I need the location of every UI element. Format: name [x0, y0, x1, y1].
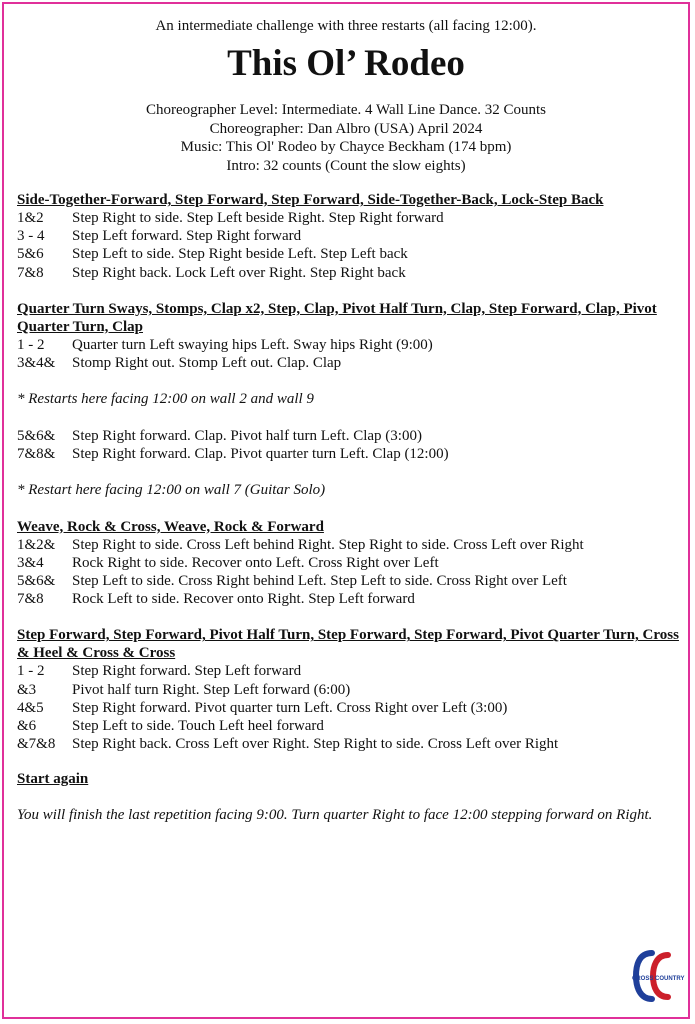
step-text: Step Right forward. Pivot quarter turn Left. Cross Right over Left (3:00) [72, 699, 508, 716]
intro-line: An intermediate challenge with three restarts (all facing 12:00). [155, 18, 537, 34]
section-4 [17, 626, 681, 753]
step-count: 5&6& [17, 573, 56, 590]
step-row [17, 264, 681, 282]
step-text: Step Left to side. Touch Left heel forward [72, 718, 324, 735]
step-row [17, 717, 681, 735]
step-count: 3&4 [17, 554, 44, 571]
section-title: Side-Together-Forward, Step Forward, Step Forward, Side-Together-Back, Lock-Step Back [17, 192, 604, 208]
meta-music: Music: This Ol' Rodeo by Chayce Beckham (174 bpm) [180, 139, 512, 155]
svg-text:CROSS COUNTRY: CROSS COUNTRY [632, 976, 685, 982]
cross-country-logo [630, 947, 685, 1005]
step-row [17, 681, 681, 699]
step-row [17, 590, 681, 608]
step-count: 1 - 2 [17, 336, 45, 353]
step-text: Rock Left to side. Recover onto Right. Step Left forward [72, 591, 415, 608]
step-row [17, 245, 681, 263]
step-row [17, 227, 681, 245]
step-row [17, 445, 681, 463]
section-3 [17, 518, 681, 609]
step-row [17, 572, 681, 590]
meta-choreographer: Choreographer: Dan Albro (USA) April 2024 [209, 120, 483, 137]
step-row [17, 336, 681, 354]
step-row [17, 735, 681, 753]
step-text: Step Right to side. Step Left beside Right. Step Right forward [72, 210, 444, 226]
finish-note: You will finish the last repetition facing 9:00. Turn quarter Right to face 12:00 stepping forward on Right. [17, 807, 653, 824]
step-row [17, 354, 681, 372]
section-title: Step Forward, Step Forward, Pivot Half Turn, Step Forward, Step Forward, Pivot Quarter Turn, Cross & Heel & Cross & Cross [17, 627, 679, 662]
step-text: Step Right forward. Clap. Pivot half turn Left. Clap (3:00) [72, 427, 422, 444]
step-count: 5&6 [17, 246, 44, 263]
step-text: Step Left to side. Cross Right behind Left. Step Left to side. Cross Right over Left [72, 573, 567, 590]
step-count: 7&8& [17, 445, 56, 462]
step-row [17, 699, 681, 717]
step-text: Step Left forward. Step Right forward [72, 228, 302, 245]
step-count: 1&2& [17, 536, 56, 553]
step-row [17, 536, 681, 554]
restart-note: * Restart here facing 12:00 on wall 7 (Guitar Solo) [17, 482, 326, 499]
restart-note: * Restarts here facing 12:00 on wall 2 and wall 9 [17, 391, 314, 408]
step-count: 5&6& [17, 427, 56, 444]
step-count: 7&8 [17, 264, 44, 281]
section-title: Weave, Rock & Cross, Weave, Rock & Forward [17, 518, 324, 535]
section-2 [17, 300, 681, 372]
step-row [17, 209, 681, 227]
step-count: 4&5 [17, 699, 44, 716]
section-1 [17, 191, 681, 282]
step-count: 1 - 2 [17, 663, 45, 680]
step-count: 7&8 [17, 591, 44, 608]
step-text: Step Right to side. Cross Left behind Right. Step Right to side. Cross Left over Right [72, 536, 584, 553]
step-text: Rock Right to side. Recover onto Left. Cross Right over Left [72, 554, 439, 571]
step-count: 3&4& [17, 355, 56, 372]
step-count: &7&8 [17, 736, 56, 753]
meta-level: Choreographer Level: Intermediate. 4 Wall Line Dance. 32 Counts [145, 102, 547, 118]
step-row [17, 662, 681, 680]
section-2-continued [17, 427, 681, 463]
section-title: Quarter Turn Sways, Stomps, Clap x2, Step, Clap, Pivot Half Turn, Clap, Step Forward, Clap, Pivot Quarter Turn, Clap [17, 300, 657, 335]
meta-intro: Intro: 32 counts (Count the slow eights) [226, 157, 466, 174]
step-text: Step Left to side. Step Right beside Left. Step Left back [72, 246, 408, 263]
step-count: 1&2 [17, 210, 44, 226]
step-count: &6 [17, 718, 37, 735]
step-row [17, 427, 681, 445]
step-text: Step Right back. Lock Left over Right. Step Right back [72, 264, 406, 281]
step-text: Pivot half turn Right. Step Left forward (6:00) [72, 681, 351, 698]
document-sheet [2, 2, 690, 1019]
dance-title: This Ol’ Rodeo [227, 43, 465, 84]
step-text: Stomp Right out. Stomp Left out. Clap. Clap [72, 355, 342, 372]
step-count: 3 - 4 [17, 228, 45, 245]
step-count: &3 [17, 681, 37, 698]
step-text: Quarter turn Left swaying hips Left. Sway hips Right (9:00) [72, 336, 433, 353]
step-text: Step Right back. Cross Left over Right. Step Right to side. Cross Left over Right [72, 736, 559, 753]
step-row [17, 554, 681, 572]
start-again-heading: Start again [17, 771, 89, 788]
step-text: Step Right forward. Clap. Pivot quarter turn Left. Clap (12:00) [72, 445, 449, 462]
step-text: Step Right forward. Step Left forward [72, 663, 302, 680]
step-sheet [17, 191, 681, 825]
dance-meta [4, 101, 688, 175]
